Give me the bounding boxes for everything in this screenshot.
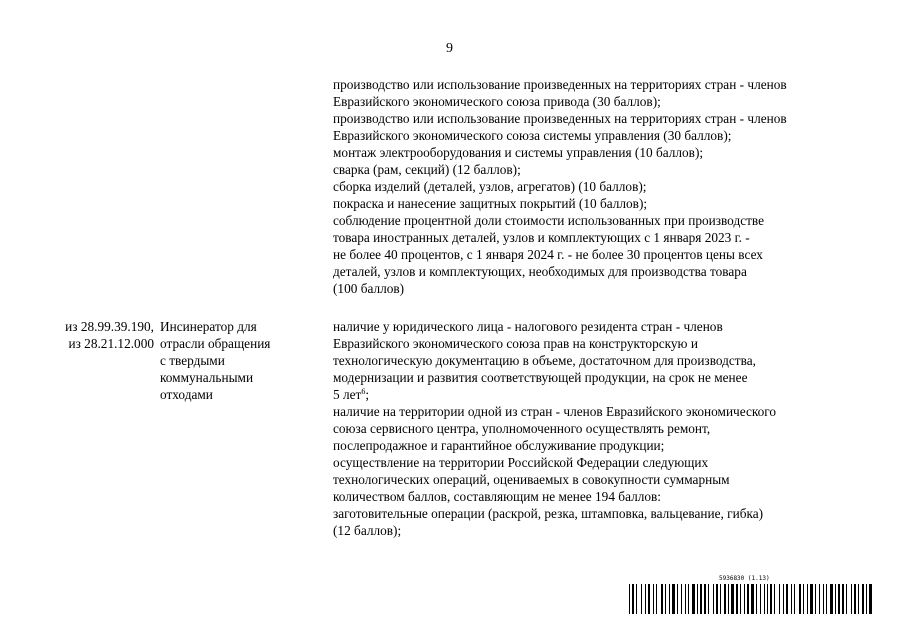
text-line: покраска и нанесение защитных покрытий (10 баллов); [333,196,648,211]
text-line: заготовительные операции (раскрой, резка, штамповка, вальцевание, гибка) [333,506,764,521]
text-fragment: 5 лет [333,387,362,402]
text-line: осуществление на территории Российской Федерации следующих [333,455,709,470]
requirements-cell [333,318,873,539]
text-line: не более 40 процентов, с 1 января 2024 г. - не более 30 процентов цены всех [333,247,763,262]
text-line: Евразийского экономического союза привода (30 баллов); [333,94,661,109]
text-line: Евразийского экономического союза системы управления (30 баллов); [333,128,732,143]
text-line: производство или использование произведенных на территориях стран - членов [333,111,787,126]
text-line: товара иностранных деталей, узлов и комплектующих с 1 января 2023 г. - [333,230,750,245]
product-code: из 28.21.12.000 [68,336,154,351]
footnote-reference[interactable]: 6 [361,387,366,396]
barcode-caption: 5936830 (1.13) [719,575,770,582]
text-line: наличие на территории одной из стран - членов Евразийского экономического [333,404,777,419]
barcode [629,575,873,615]
text-line: технологическую документацию в объеме, достаточном для производства, [333,353,756,368]
barcode-icon [629,584,873,614]
product-name-line: Инсинератор для [160,319,257,334]
text-line: сварка (рам, секций) (12 баллов); [333,162,521,177]
text-line-with-footnote [333,386,873,403]
text-line: Евразийского экономического союза прав на конструкторскую и [333,336,698,351]
text-line: количеством баллов, составляющим не менее 194 баллов: [333,489,661,504]
text-line: (12 баллов); [333,523,402,538]
text-line: союза сервисного центра, уполномоченного осуществлять ремонт, [333,421,711,436]
text-line: наличие у юридического лица - налогового резидента стран - членов [333,319,723,334]
text-line: производство или использование произведенных на территориях стран - членов [333,77,787,92]
product-name-line: отходами [160,387,213,402]
text-line: (100 баллов) [333,281,405,296]
text-fragment: ; [365,387,370,402]
text-line: деталей, узлов и комплектующих, необходимых для производства товара [333,264,747,279]
product-name-line: с твердыми [160,353,225,368]
text-line: сборка изделий (деталей, узлов, агрегатов) (10 баллов); [333,179,647,194]
text-line: соблюдение процентной доли стоимости использованных при производстве [333,213,765,228]
product-code: из 28.99.39.190, [65,319,154,334]
product-code-cell [36,318,154,352]
text-line: технологических операций, оцениваемых в совокупности суммарным [333,472,730,487]
text-line: послепродажное и гарантийное обслуживание продукции; [333,438,665,453]
text-line: монтаж электрооборудования и системы управления (10 баллов); [333,145,704,160]
text-line: модернизации и развития соответствующей продукции, на срок не менее [333,370,748,385]
product-name-line: коммунальными [160,370,254,385]
product-name-line: отрасли обращения [160,336,271,351]
top-requirements-block [333,76,873,297]
page-number: 9 [446,41,453,56]
product-name-cell [160,318,320,403]
